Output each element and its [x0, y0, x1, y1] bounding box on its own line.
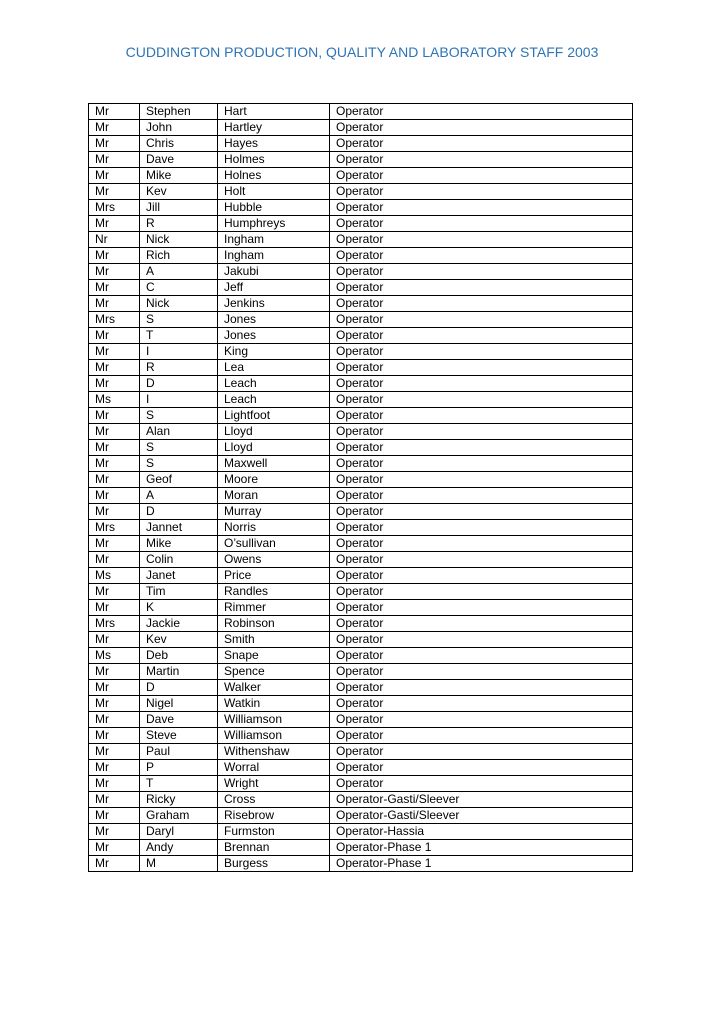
staff-role-cell: Operator-Gasti/Sleever [330, 792, 633, 808]
staff-title-cell: Mr [89, 808, 140, 824]
staff-role-cell: Operator [330, 136, 633, 152]
staff-first-name-cell: R [140, 360, 218, 376]
staff-first-name-cell: D [140, 376, 218, 392]
staff-role-cell: Operator [330, 616, 633, 632]
staff-title-cell: Mr [89, 760, 140, 776]
staff-last-name-cell: Humphreys [218, 216, 330, 232]
staff-last-name-cell: Price [218, 568, 330, 584]
table-row [89, 712, 633, 728]
table-row [89, 568, 633, 584]
staff-title-cell: Mr [89, 728, 140, 744]
staff-first-name-cell: C [140, 280, 218, 296]
staff-last-name-cell: Lea [218, 360, 330, 376]
staff-table-body [89, 104, 633, 872]
table-row [89, 232, 633, 248]
staff-title-cell: Mr [89, 680, 140, 696]
staff-last-name-cell: Holt [218, 184, 330, 200]
staff-title-cell: Mrs [89, 520, 140, 536]
table-row [89, 456, 633, 472]
table-row [89, 440, 633, 456]
staff-title-cell: Mr [89, 552, 140, 568]
staff-first-name-cell: Daryl [140, 824, 218, 840]
staff-title-cell: Mrs [89, 200, 140, 216]
staff-first-name-cell: I [140, 392, 218, 408]
staff-first-name-cell: Chris [140, 136, 218, 152]
staff-role-cell: Operator [330, 712, 633, 728]
table-row [89, 248, 633, 264]
staff-role-cell: Operator [330, 264, 633, 280]
table-row [89, 536, 633, 552]
staff-title-cell: Mr [89, 856, 140, 872]
staff-last-name-cell: Smith [218, 632, 330, 648]
staff-last-name-cell: Robinson [218, 616, 330, 632]
staff-last-name-cell: Spence [218, 664, 330, 680]
table-row [89, 392, 633, 408]
table-row [89, 472, 633, 488]
staff-last-name-cell: Hart [218, 104, 330, 120]
staff-last-name-cell: Risebrow [218, 808, 330, 824]
table-row [89, 488, 633, 504]
staff-title-cell: Mr [89, 824, 140, 840]
staff-first-name-cell: Ricky [140, 792, 218, 808]
staff-first-name-cell: Alan [140, 424, 218, 440]
staff-role-cell: Operator [330, 360, 633, 376]
staff-last-name-cell: Jones [218, 328, 330, 344]
staff-first-name-cell: T [140, 776, 218, 792]
staff-first-name-cell: Nick [140, 296, 218, 312]
table-row [89, 408, 633, 424]
staff-role-cell: Operator [330, 232, 633, 248]
staff-last-name-cell: Owens [218, 552, 330, 568]
staff-last-name-cell: Maxwell [218, 456, 330, 472]
staff-last-name-cell: Holmes [218, 152, 330, 168]
staff-role-cell: Operator [330, 408, 633, 424]
staff-title-cell: Mr [89, 216, 140, 232]
staff-last-name-cell: Ingham [218, 248, 330, 264]
table-row [89, 792, 633, 808]
staff-title-cell: Ms [89, 648, 140, 664]
staff-first-name-cell: Geof [140, 472, 218, 488]
staff-role-cell: Operator [330, 776, 633, 792]
staff-role-cell: Operator [330, 696, 633, 712]
table-row [89, 104, 633, 120]
staff-title-cell: Mr [89, 136, 140, 152]
table-row [89, 824, 633, 840]
staff-title-cell: Mr [89, 488, 140, 504]
table-row [89, 520, 633, 536]
table-row [89, 200, 633, 216]
staff-last-name-cell: Lightfoot [218, 408, 330, 424]
staff-first-name-cell: Martin [140, 664, 218, 680]
staff-last-name-cell: Williamson [218, 728, 330, 744]
staff-role-cell: Operator [330, 280, 633, 296]
table-row [89, 840, 633, 856]
staff-title-cell: Mr [89, 440, 140, 456]
staff-title-cell: Mr [89, 184, 140, 200]
staff-last-name-cell: Leach [218, 392, 330, 408]
staff-title-cell: Mr [89, 328, 140, 344]
staff-title-cell: Mr [89, 104, 140, 120]
staff-first-name-cell: Colin [140, 552, 218, 568]
table-row [89, 312, 633, 328]
staff-first-name-cell: Jannet [140, 520, 218, 536]
table-row [89, 552, 633, 568]
table-row [89, 760, 633, 776]
staff-role-cell: Operator [330, 760, 633, 776]
staff-title-cell: Mrs [89, 616, 140, 632]
staff-last-name-cell: Brennan [218, 840, 330, 856]
staff-role-cell: Operator [330, 504, 633, 520]
staff-title-cell: Mr [89, 664, 140, 680]
staff-last-name-cell: King [218, 344, 330, 360]
staff-role-cell: Operator [330, 312, 633, 328]
staff-role-cell: Operator [330, 248, 633, 264]
table-row [89, 776, 633, 792]
table-row [89, 744, 633, 760]
staff-role-cell: Operator [330, 648, 633, 664]
staff-title-cell: Mr [89, 600, 140, 616]
staff-first-name-cell: M [140, 856, 218, 872]
table-row [89, 344, 633, 360]
staff-first-name-cell: R [140, 216, 218, 232]
staff-first-name-cell: Paul [140, 744, 218, 760]
staff-title-cell: Ms [89, 392, 140, 408]
staff-first-name-cell: Dave [140, 712, 218, 728]
staff-last-name-cell: Withenshaw [218, 744, 330, 760]
staff-role-cell: Operator [330, 216, 633, 232]
staff-title-cell: Mrs [89, 312, 140, 328]
table-row [89, 184, 633, 200]
staff-first-name-cell: John [140, 120, 218, 136]
document-title: CUDDINGTON PRODUCTION, QUALITY AND LABORATORY STAFF 2003 [125, 44, 599, 60]
staff-first-name-cell: P [140, 760, 218, 776]
table-row [89, 584, 633, 600]
staff-role-cell: Operator [330, 520, 633, 536]
staff-last-name-cell: Cross [218, 792, 330, 808]
staff-last-name-cell: Rimmer [218, 600, 330, 616]
staff-title-cell: Mr [89, 744, 140, 760]
staff-last-name-cell: Lloyd [218, 424, 330, 440]
staff-title-cell: Mr [89, 296, 140, 312]
staff-role-cell: Operator [330, 184, 633, 200]
staff-role-cell: Operator [330, 168, 633, 184]
staff-first-name-cell: S [140, 456, 218, 472]
staff-role-cell: Operator [330, 552, 633, 568]
table-row [89, 680, 633, 696]
staff-last-name-cell: Norris [218, 520, 330, 536]
staff-first-name-cell: Jackie [140, 616, 218, 632]
staff-title-cell: Mr [89, 536, 140, 552]
staff-last-name-cell: Jakubi [218, 264, 330, 280]
staff-first-name-cell: D [140, 504, 218, 520]
table-row [89, 648, 633, 664]
staff-title-cell: Mr [89, 168, 140, 184]
staff-title-cell: Mr [89, 248, 140, 264]
staff-last-name-cell: Snape [218, 648, 330, 664]
staff-role-cell: Operator-Hassia [330, 824, 633, 840]
staff-first-name-cell: Mike [140, 168, 218, 184]
table-row [89, 360, 633, 376]
staff-first-name-cell: T [140, 328, 218, 344]
staff-title-cell: Mr [89, 776, 140, 792]
staff-first-name-cell: Dave [140, 152, 218, 168]
staff-title-cell: Mr [89, 696, 140, 712]
staff-first-name-cell: S [140, 312, 218, 328]
staff-first-name-cell: Steve [140, 728, 218, 744]
staff-last-name-cell: Burgess [218, 856, 330, 872]
staff-first-name-cell: K [140, 600, 218, 616]
staff-title-cell: Mr [89, 376, 140, 392]
staff-first-name-cell: Janet [140, 568, 218, 584]
staff-last-name-cell: Worral [218, 760, 330, 776]
staff-first-name-cell: Andy [140, 840, 218, 856]
staff-role-cell: Operator [330, 344, 633, 360]
staff-title-cell: Mr [89, 584, 140, 600]
staff-role-cell: Operator [330, 392, 633, 408]
staff-role-cell: Operator [330, 424, 633, 440]
staff-role-cell: Operator [330, 744, 633, 760]
staff-role-cell: Operator [330, 456, 633, 472]
staff-last-name-cell: Randles [218, 584, 330, 600]
staff-last-name-cell: O’sullivan [218, 536, 330, 552]
table-row [89, 264, 633, 280]
table-row [89, 600, 633, 616]
staff-title-cell: Mr [89, 152, 140, 168]
staff-role-cell: Operator-Phase 1 [330, 840, 633, 856]
table-row [89, 328, 633, 344]
staff-role-cell: Operator [330, 680, 633, 696]
staff-title-cell: Mr [89, 120, 140, 136]
staff-last-name-cell: Jenkins [218, 296, 330, 312]
table-row [89, 808, 633, 824]
table-row [89, 616, 633, 632]
staff-role-cell: Operator [330, 664, 633, 680]
table-row [89, 504, 633, 520]
table-row [89, 424, 633, 440]
staff-role-cell: Operator [330, 376, 633, 392]
staff-title-cell: Mr [89, 840, 140, 856]
staff-last-name-cell: Watkin [218, 696, 330, 712]
staff-title-cell: Mr [89, 280, 140, 296]
staff-last-name-cell: Jeff [218, 280, 330, 296]
staff-role-cell: Operator [330, 200, 633, 216]
staff-first-name-cell: Kev [140, 632, 218, 648]
table-row [89, 696, 633, 712]
staff-first-name-cell: Rich [140, 248, 218, 264]
staff-role-cell: Operator [330, 600, 633, 616]
staff-first-name-cell: A [140, 264, 218, 280]
staff-role-cell: Operator [330, 488, 633, 504]
staff-role-cell: Operator [330, 632, 633, 648]
table-row [89, 296, 633, 312]
staff-last-name-cell: Hartley [218, 120, 330, 136]
staff-role-cell: Operator [330, 440, 633, 456]
staff-last-name-cell: Walker [218, 680, 330, 696]
staff-role-cell: Operator [330, 152, 633, 168]
staff-first-name-cell: Nigel [140, 696, 218, 712]
staff-last-name-cell: Ingham [218, 232, 330, 248]
staff-first-name-cell: A [140, 488, 218, 504]
staff-table [88, 103, 633, 872]
staff-last-name-cell: Hubble [218, 200, 330, 216]
staff-first-name-cell: S [140, 408, 218, 424]
staff-first-name-cell: I [140, 344, 218, 360]
staff-role-cell: Operator-Phase 1 [330, 856, 633, 872]
staff-title-cell: Mr [89, 408, 140, 424]
staff-last-name-cell: Leach [218, 376, 330, 392]
table-row [89, 136, 633, 152]
table-row [89, 856, 633, 872]
staff-last-name-cell: Holnes [218, 168, 330, 184]
table-row [89, 728, 633, 744]
staff-first-name-cell: Graham [140, 808, 218, 824]
staff-last-name-cell: Wright [218, 776, 330, 792]
staff-last-name-cell: Jones [218, 312, 330, 328]
staff-title-cell: Mr [89, 792, 140, 808]
staff-last-name-cell: Murray [218, 504, 330, 520]
table-row [89, 216, 633, 232]
staff-title-cell: Mr [89, 456, 140, 472]
staff-role-cell: Operator [330, 120, 633, 136]
staff-first-name-cell: S [140, 440, 218, 456]
staff-title-cell: Nr [89, 232, 140, 248]
staff-first-name-cell: Stephen [140, 104, 218, 120]
staff-title-cell: Mr [89, 360, 140, 376]
staff-title-cell: Mr [89, 264, 140, 280]
table-row [89, 120, 633, 136]
staff-first-name-cell: Nick [140, 232, 218, 248]
staff-title-cell: Mr [89, 712, 140, 728]
table-row [89, 376, 633, 392]
table-row [89, 280, 633, 296]
staff-title-cell: Ms [89, 568, 140, 584]
staff-last-name-cell: Lloyd [218, 440, 330, 456]
staff-last-name-cell: Furmston [218, 824, 330, 840]
staff-title-cell: Mr [89, 632, 140, 648]
staff-title-cell: Mr [89, 424, 140, 440]
staff-role-cell: Operator [330, 328, 633, 344]
staff-first-name-cell: Kev [140, 184, 218, 200]
staff-last-name-cell: Hayes [218, 136, 330, 152]
staff-role-cell: Operator [330, 472, 633, 488]
staff-role-cell: Operator [330, 536, 633, 552]
table-row [89, 168, 633, 184]
staff-last-name-cell: Moran [218, 488, 330, 504]
staff-title-cell: Mr [89, 504, 140, 520]
staff-first-name-cell: Tim [140, 584, 218, 600]
staff-role-cell: Operator [330, 728, 633, 744]
staff-first-name-cell: Mike [140, 536, 218, 552]
staff-role-cell: Operator [330, 296, 633, 312]
table-row [89, 664, 633, 680]
staff-first-name-cell: Jill [140, 200, 218, 216]
staff-role-cell: Operator [330, 568, 633, 584]
staff-last-name-cell: Williamson [218, 712, 330, 728]
staff-first-name-cell: Deb [140, 648, 218, 664]
staff-role-cell: Operator [330, 584, 633, 600]
staff-role-cell: Operator [330, 104, 633, 120]
staff-title-cell: Mr [89, 472, 140, 488]
table-row [89, 152, 633, 168]
table-row [89, 632, 633, 648]
staff-first-name-cell: D [140, 680, 218, 696]
staff-last-name-cell: Moore [218, 472, 330, 488]
staff-title-cell: Mr [89, 344, 140, 360]
staff-role-cell: Operator-Gasti/Sleever [330, 808, 633, 824]
